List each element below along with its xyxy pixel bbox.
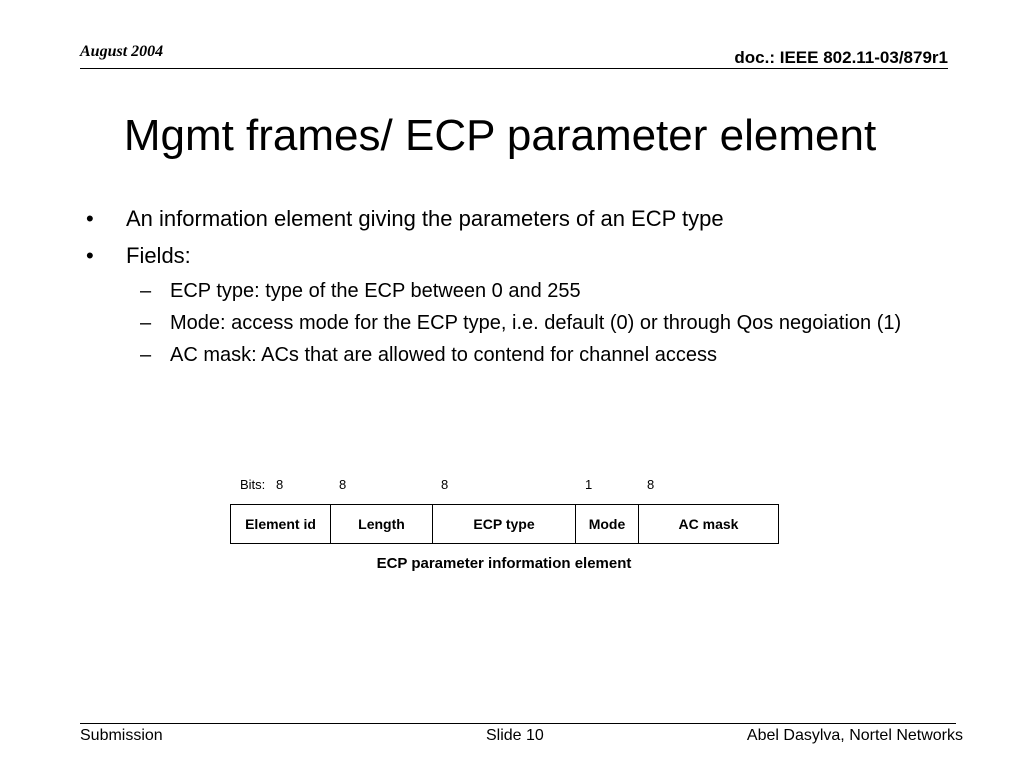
bit-width-element-id: 8 xyxy=(276,477,284,492)
bit-width-length: 8 xyxy=(339,477,347,492)
bit-width-mode: 1 xyxy=(585,477,593,492)
sub-bullet-item xyxy=(86,343,946,367)
field-mode: Mode xyxy=(576,505,639,544)
bullet-item xyxy=(86,242,946,270)
sub-bullet-list xyxy=(86,279,946,367)
footer-divider xyxy=(80,723,956,724)
sub-bullet-group xyxy=(86,279,946,367)
bit-widths-row xyxy=(0,477,1024,495)
sub-bullet-marker: – xyxy=(140,344,152,366)
sub-bullet-marker: – xyxy=(140,312,152,334)
figure-caption: ECP parameter information element xyxy=(376,555,632,572)
sub-bullet-item xyxy=(86,279,946,303)
bullet-marker: • xyxy=(86,243,94,268)
sub-bullet-text: AC mask: ACs that are allowed to contend for channel access xyxy=(170,344,717,366)
footer-submission: Submission xyxy=(80,727,163,744)
header-divider xyxy=(80,68,948,69)
field-row xyxy=(231,505,779,544)
bullet-marker: • xyxy=(86,206,94,231)
bullet-text: Fields: xyxy=(126,243,191,268)
sub-bullet-item xyxy=(86,311,946,335)
slide-title: Mgmt frames/ ECP parameter element xyxy=(123,111,877,160)
bits-label: Bits: xyxy=(240,477,266,492)
field-ecp-type: ECP type xyxy=(433,505,576,544)
bullet-list xyxy=(86,205,946,375)
bullet-item xyxy=(86,205,946,233)
field-ac-mask: AC mask xyxy=(639,505,779,544)
sub-bullet-text: Mode: access mode for the ECP type, i.e. default (0) or through Qos negoiation (1) xyxy=(170,312,902,334)
header-date: August 2004 xyxy=(80,43,164,60)
header-doc-id: doc.: IEEE 802.11-03/879r1 xyxy=(734,48,948,67)
sub-bullet-text: ECP type: type of the ECP between 0 and 255 xyxy=(170,280,581,302)
bullet-text: An information element giving the parameters of an ECP type xyxy=(126,206,724,231)
element-format-table xyxy=(230,504,779,544)
sub-bullet-marker: – xyxy=(140,280,152,302)
footer-author: Abel Dasylva, Nortel Networks xyxy=(746,727,963,744)
footer-slide-number: Slide 10 xyxy=(486,727,544,744)
field-element-id: Element id xyxy=(231,505,331,544)
bit-width-ecp-type: 8 xyxy=(441,477,449,492)
field-length: Length xyxy=(331,505,433,544)
bit-width-ac-mask: 8 xyxy=(647,477,655,492)
